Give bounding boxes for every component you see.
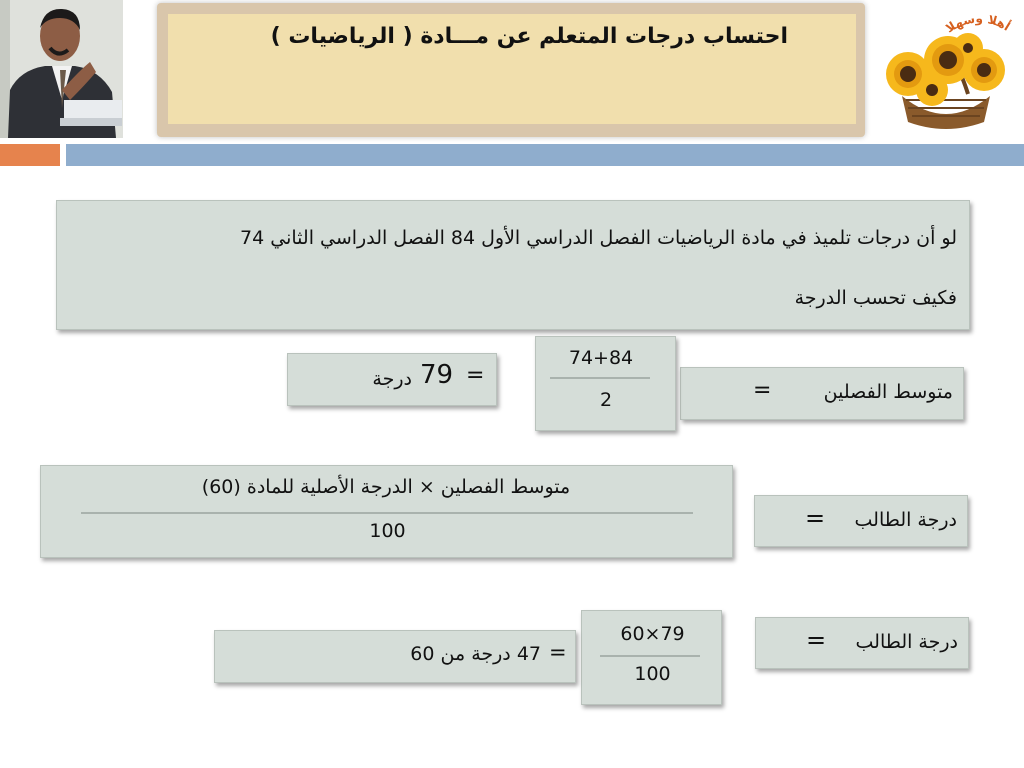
formula-denominator: 100 xyxy=(369,520,406,542)
presenter-photo xyxy=(0,0,123,138)
average-result-value: 79 xyxy=(420,360,454,390)
calculation-equals: = xyxy=(806,626,827,654)
average-result-box xyxy=(287,353,497,406)
calculation-result: 47 درجة من 60 xyxy=(410,643,541,665)
svg-text:أهلا وسهلا: أهلا وسهلا xyxy=(943,11,1013,36)
problem-line-1: لو أن درجات تلميذ في مادة الرياضيات الفصل الدراسي الأول 84 الفصل الدراسي الثاني 74 xyxy=(240,227,957,249)
formula-fraction-box xyxy=(40,465,733,558)
average-equals: = xyxy=(753,378,772,403)
person-image xyxy=(0,0,123,138)
average-fraction-box xyxy=(535,336,676,431)
formula-label: درجة الطالب xyxy=(854,509,957,531)
calculation-denominator: 100 xyxy=(634,663,671,685)
formula-equals: = xyxy=(805,504,826,532)
calculation-result-equals: = xyxy=(549,640,567,664)
fraction-line xyxy=(81,512,693,514)
formula-label-box xyxy=(754,495,968,547)
average-numerator: 74+84 xyxy=(568,347,634,369)
average-denominator: 2 xyxy=(599,389,613,411)
calculation-result-box xyxy=(214,630,576,683)
calculation-numerator: 60×79 xyxy=(620,623,685,645)
fraction-line xyxy=(600,655,700,657)
accent-bar-blue xyxy=(66,144,1024,166)
flower-basket-logo xyxy=(872,4,1020,132)
flower-basket-icon xyxy=(872,4,1020,132)
calculation-fraction-box xyxy=(581,610,722,705)
calculation-label: درجة الطالب xyxy=(855,631,958,653)
result-equals: = xyxy=(466,363,485,388)
average-label-box xyxy=(680,367,964,420)
accent-bar-orange xyxy=(0,144,60,166)
average-result-unit: درجة xyxy=(372,368,412,390)
average-label: متوسط الفصلين xyxy=(823,381,953,403)
calculation-label-box xyxy=(755,617,969,669)
fraction-line xyxy=(550,377,650,379)
formula-numerator: متوسط الفصلين × الدرجة الأصلية للمادة (60) xyxy=(201,476,571,498)
problem-line-2: فكيف تحسب الدرجة xyxy=(794,287,957,309)
page-title: احتساب درجات المتعلم عن مـــادة ( الرياضيات ) xyxy=(270,24,788,49)
problem-box xyxy=(56,200,970,330)
